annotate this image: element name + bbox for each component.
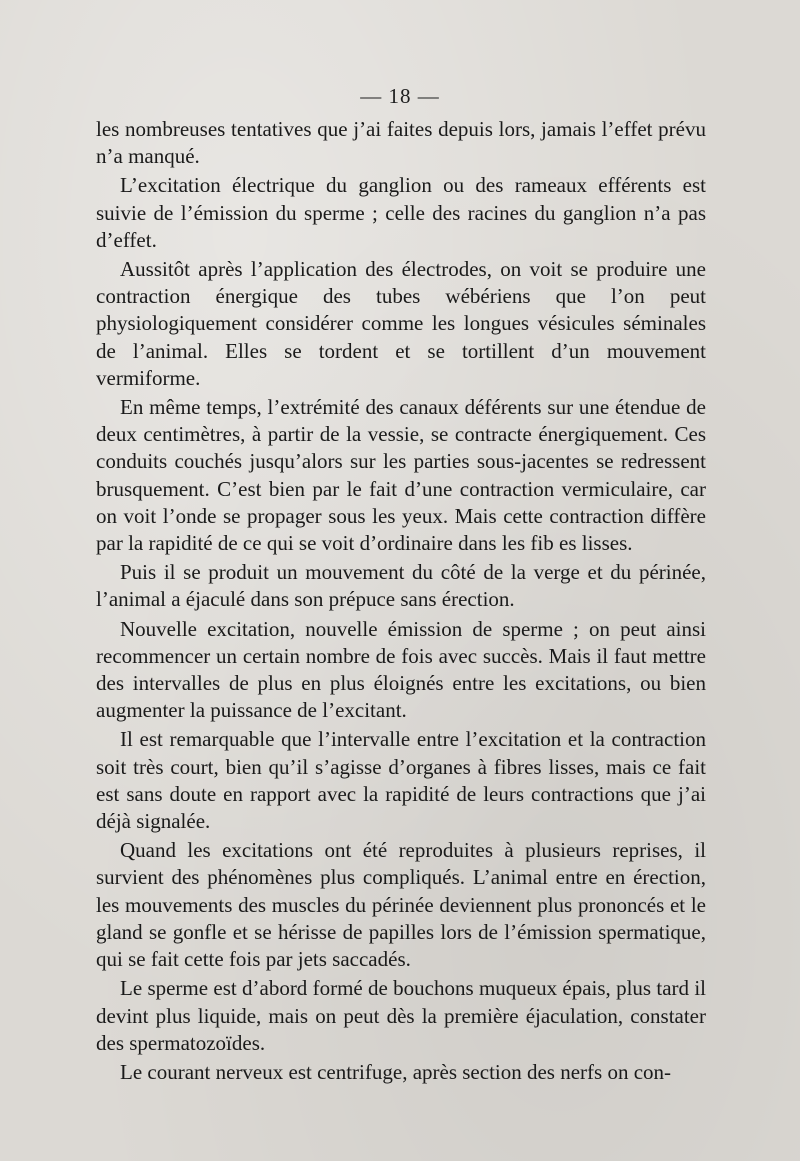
body-text <box>96 116 706 1086</box>
paragraph-3: Aussitôt après l’application des électrodes, on voit se produire une contraction énergique des tubes wébériens que l’on peut physiologiquement considérer comme les longues vésicules séminales de l’animal. Elles se tordent et se tortillent d’un mouvement vermiforme. <box>96 257 706 390</box>
paragraph-2: L’excitation électrique du ganglion ou des rameaux efférents est suivie de l’émission du sperme ; celle des racines du ganglion n’a pas d’effet. <box>96 173 706 252</box>
paragraph-9: Le sperme est d’abord formé de bouchons muqueux épais, plus tard il devint plus liquide, mais on peut dès la première éjaculation, constater des spermatozoïdes. <box>96 976 706 1055</box>
paragraph-7: Il est remarquable que l’intervalle entre l’excitation et la contraction soit très court, bien qu’il s’agisse d’organes à fibres lisses, mais ce fait est sans doute en rapport avec la rapidité de leurs contractions que j’ai déjà signalée. <box>96 727 706 834</box>
paragraph-10: Le courant nerveux est centrifuge, après section des nerfs on con- <box>120 1059 672 1084</box>
paragraph-1: les nombreuses tentatives que j’ai faites depuis lors, jamais l’effet prévu n’a manqué. <box>96 117 706 169</box>
paragraph-8: Quand les excitations ont été reproduites à plusieurs reprises, il survient des phénomènes plus compliqués. L’animal entre en érection, les mouvements des muscles du périnée deviennent plus prononcés et le gland se gonfle et se hérisse de papilles lors de l’émission spermatique, qui se fait cette fois par jets saccadés. <box>96 838 706 972</box>
page-number: — 18 — <box>360 84 440 108</box>
paragraph-4: En même temps, l’extrémité des canaux déférents sur une étendue de deux centimètres, à partir de la vessie, se contracte énergiquement. Ces conduits couchés jusqu’alors sur les parties sous-jacentes se redressent brusquement. C’est bien par le fait d’une contraction vermiculaire, car on voit l’onde se propager sous les yeux. Mais cette contraction diffère par la rapidité de ce qui se voit d’ordinaire dans les fib es lisses. <box>96 395 706 556</box>
paragraph-5: Puis il se produit un mouvement du côté de la verge et du périnée, l’animal a éjaculé dans son prépuce sans érection. <box>96 560 706 612</box>
paragraph-6: Nouvelle excitation, nouvelle émission de sperme ; on peut ainsi recommencer un certain nombre de fois avec succès. Mais il faut mettre des intervalles de plus en plus éloignés entre les excitations, ou bien augmenter la puissance de l’excitant. <box>96 616 706 723</box>
